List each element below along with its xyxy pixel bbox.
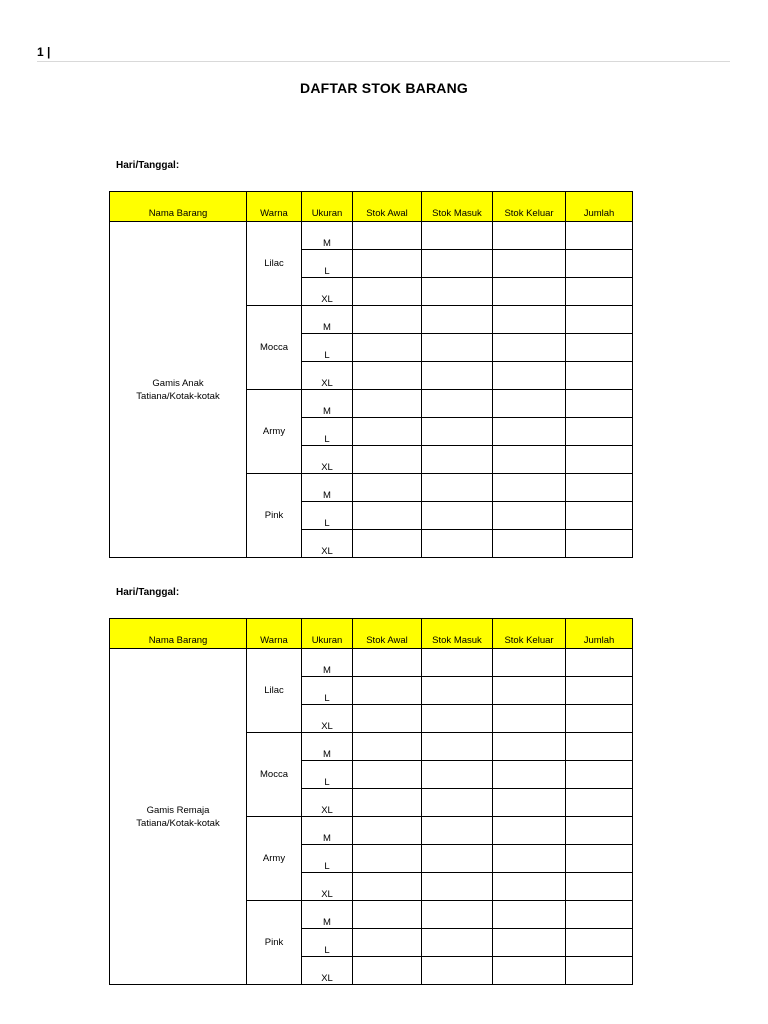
size-cell: M	[302, 733, 353, 761]
stok-awal-cell[interactable]	[353, 502, 422, 530]
size-cell: M	[302, 474, 353, 502]
date-label: Hari/Tanggal:	[116, 160, 180, 171]
item-variant: Tatiana/Kotak-kotak	[136, 817, 220, 829]
stok-masuk-cell[interactable]	[422, 649, 493, 677]
stok-awal-cell[interactable]	[353, 649, 422, 677]
size-cell: XL	[302, 873, 353, 901]
color-cell: Mocca	[247, 733, 302, 817]
stok-awal-cell[interactable]	[353, 306, 422, 334]
stok-keluar-cell[interactable]	[493, 222, 566, 250]
stok-keluar-cell[interactable]	[493, 418, 566, 446]
stok-masuk-cell[interactable]	[422, 817, 493, 845]
size-cell: XL	[302, 705, 353, 733]
column-header-stok-awal: Stok Awal	[353, 192, 422, 222]
stok-masuk-cell[interactable]	[422, 845, 493, 873]
jumlah-cell[interactable]	[566, 390, 633, 418]
stok-awal-cell[interactable]	[353, 957, 422, 985]
stok-masuk-cell[interactable]	[422, 901, 493, 929]
size-cell: XL	[302, 278, 353, 306]
stok-keluar-cell[interactable]	[493, 278, 566, 306]
jumlah-cell[interactable]	[566, 929, 633, 957]
jumlah-cell[interactable]	[566, 677, 633, 705]
stok-keluar-cell[interactable]	[493, 901, 566, 929]
column-header-jumlah: Jumlah	[566, 192, 633, 222]
size-cell: L	[302, 502, 353, 530]
jumlah-cell[interactable]	[566, 957, 633, 985]
stok-masuk-cell[interactable]	[422, 761, 493, 789]
item-name-cell	[110, 222, 247, 558]
jumlah-cell[interactable]	[566, 873, 633, 901]
size-cell: M	[302, 390, 353, 418]
item-name: Gamis Anak	[152, 377, 204, 389]
column-header-stok-awal: Stok Awal	[353, 619, 422, 649]
column-header-nama-barang: Nama Barang	[110, 192, 247, 222]
stock-table	[109, 191, 633, 558]
jumlah-cell[interactable]	[566, 306, 633, 334]
jumlah-cell[interactable]	[566, 789, 633, 817]
size-cell: M	[302, 306, 353, 334]
jumlah-cell[interactable]	[566, 362, 633, 390]
jumlah-cell[interactable]	[566, 446, 633, 474]
jumlah-cell[interactable]	[566, 845, 633, 873]
stok-awal-cell[interactable]	[353, 390, 422, 418]
stok-awal-cell[interactable]	[353, 677, 422, 705]
stok-keluar-cell[interactable]	[493, 530, 566, 558]
stok-keluar-cell[interactable]	[493, 306, 566, 334]
stok-keluar-cell[interactable]	[493, 817, 566, 845]
size-cell: M	[302, 817, 353, 845]
jumlah-cell[interactable]	[566, 334, 633, 362]
jumlah-cell[interactable]	[566, 250, 633, 278]
stok-keluar-cell[interactable]	[493, 334, 566, 362]
size-cell: XL	[302, 530, 353, 558]
stok-awal-cell[interactable]	[353, 761, 422, 789]
stok-keluar-cell[interactable]	[493, 474, 566, 502]
item-variant: Tatiana/Kotak-kotak	[136, 390, 220, 402]
stok-keluar-cell[interactable]	[493, 845, 566, 873]
size-cell: L	[302, 677, 353, 705]
stok-keluar-cell[interactable]	[493, 929, 566, 957]
stok-keluar-cell[interactable]	[493, 677, 566, 705]
size-cell: L	[302, 250, 353, 278]
stok-awal-cell[interactable]	[353, 334, 422, 362]
color-cell: Army	[247, 817, 302, 901]
stok-masuk-cell[interactable]	[422, 250, 493, 278]
stok-masuk-cell[interactable]	[422, 705, 493, 733]
stok-awal-cell[interactable]	[353, 474, 422, 502]
stok-masuk-cell[interactable]	[422, 733, 493, 761]
stok-masuk-cell[interactable]	[422, 677, 493, 705]
date-label: Hari/Tanggal:	[116, 587, 180, 598]
column-header-nama-barang: Nama Barang	[110, 619, 247, 649]
size-cell: L	[302, 845, 353, 873]
stok-masuk-cell[interactable]	[422, 446, 493, 474]
column-header-stok-masuk: Stok Masuk	[422, 619, 493, 649]
size-cell: XL	[302, 362, 353, 390]
size-cell: L	[302, 761, 353, 789]
color-cell: Pink	[247, 901, 302, 985]
jumlah-cell[interactable]	[566, 502, 633, 530]
stok-awal-cell[interactable]	[353, 873, 422, 901]
stok-masuk-cell[interactable]	[422, 474, 493, 502]
stok-awal-cell[interactable]	[353, 705, 422, 733]
stok-awal-cell[interactable]	[353, 845, 422, 873]
size-cell: XL	[302, 957, 353, 985]
color-cell: Lilac	[247, 649, 302, 733]
stok-masuk-cell[interactable]	[422, 222, 493, 250]
jumlah-cell[interactable]	[566, 418, 633, 446]
page-number: 1 |	[37, 45, 730, 62]
stok-awal-cell[interactable]	[353, 278, 422, 306]
size-cell: L	[302, 418, 353, 446]
jumlah-cell[interactable]	[566, 222, 633, 250]
size-cell: XL	[302, 789, 353, 817]
jumlah-cell[interactable]	[566, 901, 633, 929]
stok-awal-cell[interactable]	[353, 789, 422, 817]
stok-keluar-cell[interactable]	[493, 789, 566, 817]
column-header-stok-keluar: Stok Keluar	[493, 619, 566, 649]
stok-awal-cell[interactable]	[353, 817, 422, 845]
stok-masuk-cell[interactable]	[422, 502, 493, 530]
size-cell: M	[302, 222, 353, 250]
table-row	[110, 649, 633, 677]
color-cell: Pink	[247, 474, 302, 558]
jumlah-cell[interactable]	[566, 705, 633, 733]
stok-masuk-cell[interactable]	[422, 418, 493, 446]
jumlah-cell[interactable]	[566, 278, 633, 306]
stok-masuk-cell[interactable]	[422, 306, 493, 334]
stok-masuk-cell[interactable]	[422, 390, 493, 418]
stok-keluar-cell[interactable]	[493, 446, 566, 474]
color-cell: Army	[247, 390, 302, 474]
stok-masuk-cell[interactable]	[422, 873, 493, 901]
item-name-cell	[110, 649, 247, 985]
stok-masuk-cell[interactable]	[422, 929, 493, 957]
size-cell: L	[302, 929, 353, 957]
size-cell: XL	[302, 446, 353, 474]
column-header-warna: Warna	[247, 619, 302, 649]
size-cell: M	[302, 901, 353, 929]
stok-masuk-cell[interactable]	[422, 957, 493, 985]
column-header-warna: Warna	[247, 192, 302, 222]
stok-keluar-cell[interactable]	[493, 649, 566, 677]
item-name: Gamis Remaja	[146, 804, 210, 816]
jumlah-cell[interactable]	[566, 649, 633, 677]
size-cell: M	[302, 649, 353, 677]
jumlah-cell[interactable]	[566, 474, 633, 502]
jumlah-cell[interactable]	[566, 817, 633, 845]
stok-masuk-cell[interactable]	[422, 530, 493, 558]
stok-awal-cell[interactable]	[353, 418, 422, 446]
stok-awal-cell[interactable]	[353, 222, 422, 250]
stok-keluar-cell[interactable]	[493, 705, 566, 733]
column-header-stok-masuk: Stok Masuk	[422, 192, 493, 222]
jumlah-cell[interactable]	[566, 733, 633, 761]
column-header-ukuran: Ukuran	[302, 619, 353, 649]
jumlah-cell[interactable]	[566, 761, 633, 789]
column-header-stok-keluar: Stok Keluar	[493, 192, 566, 222]
stok-masuk-cell[interactable]	[422, 362, 493, 390]
color-cell: Mocca	[247, 306, 302, 390]
stok-keluar-cell[interactable]	[493, 250, 566, 278]
table-row	[110, 222, 633, 250]
stok-keluar-cell[interactable]	[493, 761, 566, 789]
stok-keluar-cell[interactable]	[493, 873, 566, 901]
stok-awal-cell[interactable]	[353, 929, 422, 957]
stok-keluar-cell[interactable]	[493, 362, 566, 390]
stok-awal-cell[interactable]	[353, 733, 422, 761]
stok-masuk-cell[interactable]	[422, 278, 493, 306]
stok-keluar-cell[interactable]	[493, 957, 566, 985]
stok-masuk-cell[interactable]	[422, 789, 493, 817]
stok-awal-cell[interactable]	[353, 446, 422, 474]
jumlah-cell[interactable]	[566, 530, 633, 558]
stok-awal-cell[interactable]	[353, 362, 422, 390]
color-cell: Lilac	[247, 222, 302, 306]
stok-awal-cell[interactable]	[353, 530, 422, 558]
column-header-ukuran: Ukuran	[302, 192, 353, 222]
stok-masuk-cell[interactable]	[422, 334, 493, 362]
document-title: DAFTAR STOK BARANG	[300, 80, 468, 96]
stok-awal-cell[interactable]	[353, 250, 422, 278]
stok-keluar-cell[interactable]	[493, 390, 566, 418]
stok-keluar-cell[interactable]	[493, 502, 566, 530]
stok-keluar-cell[interactable]	[493, 733, 566, 761]
stock-table	[109, 618, 633, 985]
column-header-jumlah: Jumlah	[566, 619, 633, 649]
size-cell: L	[302, 334, 353, 362]
stok-awal-cell[interactable]	[353, 901, 422, 929]
